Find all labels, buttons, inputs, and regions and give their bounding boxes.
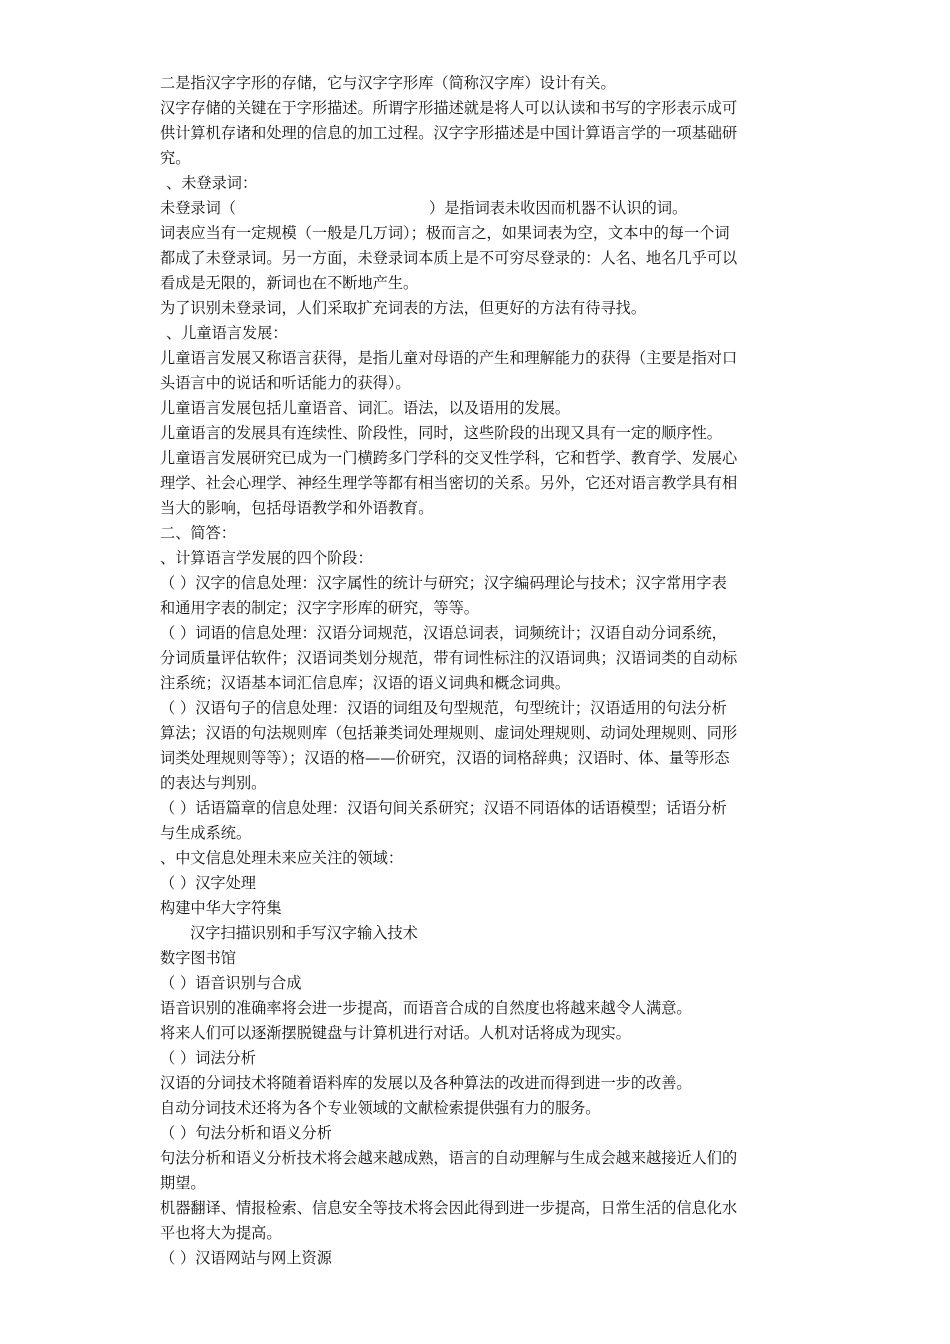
text-line: 平也将大为提高。 [160, 1224, 282, 1242]
text-line: （ ）汉语网站与网上资源 [160, 1249, 332, 1267]
text-line: 供计算机存诸和处理的信息的加工过程。汉字字形描述是中国计算语言学的一项基础研 [160, 124, 738, 142]
text-line: 分词质量评估软件；汉语词类划分规范，带有词性标注的汉语词典；汉语词类的自动标 [160, 649, 738, 667]
document-page [160, 71, 800, 1271]
text-line: 与生成系统。 [160, 824, 252, 842]
text-line: 都成了未登录词。另一方面，未登录词本质上是不可穷尽登录的：人名、地名几乎可以 [160, 249, 738, 267]
text-line: 理学、社会心理学、神经生理学等都有相当密切的关系。另外，它还对语言教学具有相 [160, 474, 738, 492]
text-line: 的表达与判别。 [160, 774, 267, 792]
text-line: 当大的影响，包括母语教学和外语教育。 [160, 499, 434, 517]
section-heading: 、未登录词： [166, 174, 258, 192]
text-line: 语音识别的准确率将会进一步提高，而语音合成的自然度也将越来越令人满意。 [160, 999, 692, 1017]
section-heading: 二、简答： [160, 524, 236, 542]
text-line: 期望。 [160, 1174, 206, 1192]
section-heading: 、计算语言学发展的四个阶段： [160, 549, 373, 567]
text-line: 汉字存储的关键在于字形描述。所谓字形描述就是将人可以认读和书写的字形表示成可 [160, 99, 738, 117]
text-line: 儿童语言发展研究已成为一门横跨多门学科的交叉性学科，它和哲学、教育学、发展心 [160, 449, 738, 467]
text-line: 构建中华大字符集 [160, 899, 282, 917]
text-line: （ ）词语的信息处理：汉语分词规范，汉语总词表，词频统计；汉语自动分词系统， [160, 624, 727, 642]
section-heading: 、中文信息处理未来应关注的领域： [160, 849, 403, 867]
text-line: 未登录词（ ）是指词表未收因而机器不认识的词。 [160, 199, 688, 217]
text-line: 二是指汉字字形的存储，它与汉字字形库（简称汉字库）设计有关。 [160, 74, 616, 92]
text-line: 儿童语言发展包括儿童语音、词汇。语法，以及语用的发展。 [160, 399, 571, 417]
text-line: 注系统；汉语基本词汇信息库；汉语的语义词典和概念词典。 [160, 674, 571, 692]
text-line: 头语言中的说话和听话能力的获得）。 [160, 374, 411, 392]
text-line: 词表应当有一定规模（一般是几万词）；极而言之，如果词表为空，文本中的每一个词 [160, 224, 730, 242]
section-heading: 、儿童语言发展： [166, 324, 288, 342]
text-line: 究。 [160, 149, 191, 167]
text-line: 句法分析和语义分析技术将会越来越成熟，语言的自动理解与生成会越来越接近人们的 [160, 1149, 738, 1167]
text-line: 汉语的分词技术将随着语料库的发展以及各种算法的改进而得到进一步的改善。 [160, 1074, 692, 1092]
text-line: 词类处理规则等等）；汉语的格——价研究，汉语的词格辞典；汉语时、体、量等形态 [160, 749, 730, 767]
text-line: 和通用字表的制定；汉字字形库的研究，等等。 [160, 599, 479, 617]
text-line: （ ）汉字的信息处理：汉字属性的统计与研究；汉字编码理论与技术；汉字常用字表 [160, 574, 727, 592]
text-line: 机器翻译、情报检索、信息安全等技术将会因此得到进一步提高，日常生活的信息化水 [160, 1199, 738, 1217]
text-line: 数字图书馆 [160, 949, 236, 967]
text-line: 自动分词技术还将为各个专业领域的文献检索提供强有力的服务。 [160, 1099, 601, 1117]
text-line: 看成是无限的，新词也在不断地产生。 [160, 274, 419, 292]
text-line: （ ）词法分析 [160, 1049, 256, 1067]
text-line: 将来人们可以逐渐摆脱键盘与计算机进行对话。人机对话将成为现实。 [160, 1024, 631, 1042]
text-line: 算法；汉语的句法规则库（包括兼类词处理规则、虚词处理规则、动词处理规则、同形 [160, 724, 738, 742]
text-line: （ ）汉字处理 [160, 874, 256, 892]
text-line: 儿童语言发展又称语言获得，是指儿童对母语的产生和理解能力的获得（主要是指对口 [160, 349, 738, 367]
text-line: （ ）汉语句子的信息处理：汉语的词组及句型规范，句型统计；汉语适用的句法分析 [160, 699, 727, 717]
text-line: 儿童语言的发展具有连续性、阶段性，同时，这些阶段的出现又具有一定的顺序性。 [160, 424, 722, 442]
text-line: 汉字扫描识别和手写汉字输入技术 [190, 924, 418, 942]
text-line: （ ）语音识别与合成 [160, 974, 302, 992]
text-line: （ ）句法分析和语义分析 [160, 1124, 332, 1142]
text-line: 为了识别未登录词，人们采取扩充词表的方法，但更好的方法有待寻找。 [160, 299, 646, 317]
text-line: （ ）话语篇章的信息处理：汉语句间关系研究；汉语不同语体的话语模型；话语分析 [160, 799, 727, 817]
